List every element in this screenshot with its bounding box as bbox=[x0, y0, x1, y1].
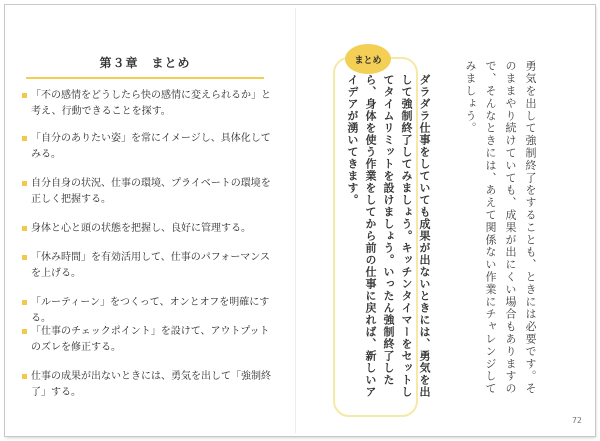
column-text: ダラダラ仕事をしていても成果が出ないときには、勇気を出して強制終了してみましょう。キッチンタイマーをセットしてタイムリミットを設けましょう。いったん強制終了したら、身体を使う作業をしてから前の仕事に戻れば、新しいアイデアが湧いてきます。 bbox=[346, 74, 431, 398]
body-text: 勇気を出して強制終了をすることも、ときには必要です。そのままやり続けていても、成果が出にくい場合もありますので、そんなときには、あえて関係ない作業にチャレンジしてみましょう。 bbox=[464, 60, 537, 395]
bullet-icon bbox=[22, 255, 27, 260]
summary-item-text: 「休み時間」を有効活用して、仕事のパフォーマンスを上げる。 bbox=[31, 252, 270, 279]
summary-item-text: 身体と心と頭の状態を把握し、良好に管理する。 bbox=[31, 223, 251, 234]
summary-item-text: 自分自身の状況、仕事の環境、プライベートの環境を正しく把握する。 bbox=[31, 178, 271, 205]
summary-item bbox=[22, 221, 272, 237]
bullet-icon bbox=[22, 93, 27, 98]
summary-badge bbox=[345, 44, 391, 74]
summary-item bbox=[22, 131, 272, 163]
summary-divider bbox=[26, 77, 264, 79]
summary-item-text: 「不の感情をどうしたら快の感情に変えられるか」と考え、行動できることを探す。 bbox=[31, 90, 271, 117]
summary-item-text: 「自分のありたい姿」を常にイメージし、具体化してみる。 bbox=[31, 133, 271, 160]
summary-item-text: 「仕事のチェックポイント」を設けて、アウトプットのズレを修正する。 bbox=[31, 326, 270, 353]
bullet-icon bbox=[22, 136, 27, 141]
summary-heading-block bbox=[26, 52, 264, 71]
bullet-icon bbox=[22, 300, 27, 305]
summary-badge-label: まとめ bbox=[354, 55, 382, 66]
summary-item bbox=[22, 295, 272, 327]
summary-heading: 第３章 まとめ bbox=[99, 56, 191, 70]
bullet-icon bbox=[22, 329, 27, 334]
summary-item bbox=[22, 88, 272, 120]
summary-item-text: 仕事の成果が出ないときには、勇気を出して「強制終了」する。 bbox=[31, 371, 271, 398]
summary-item bbox=[22, 250, 272, 282]
summary-item bbox=[22, 176, 272, 208]
summary-item-text: 「ルーティーン」をつくって、オンとオフを明確にする。 bbox=[31, 297, 270, 324]
bullet-icon bbox=[22, 374, 27, 379]
summary-item bbox=[22, 324, 272, 356]
bullet-icon bbox=[22, 226, 27, 231]
summary-item bbox=[22, 369, 272, 401]
page-spine bbox=[295, 8, 296, 433]
page-number: 72 bbox=[571, 416, 582, 425]
bullet-icon bbox=[22, 181, 27, 186]
